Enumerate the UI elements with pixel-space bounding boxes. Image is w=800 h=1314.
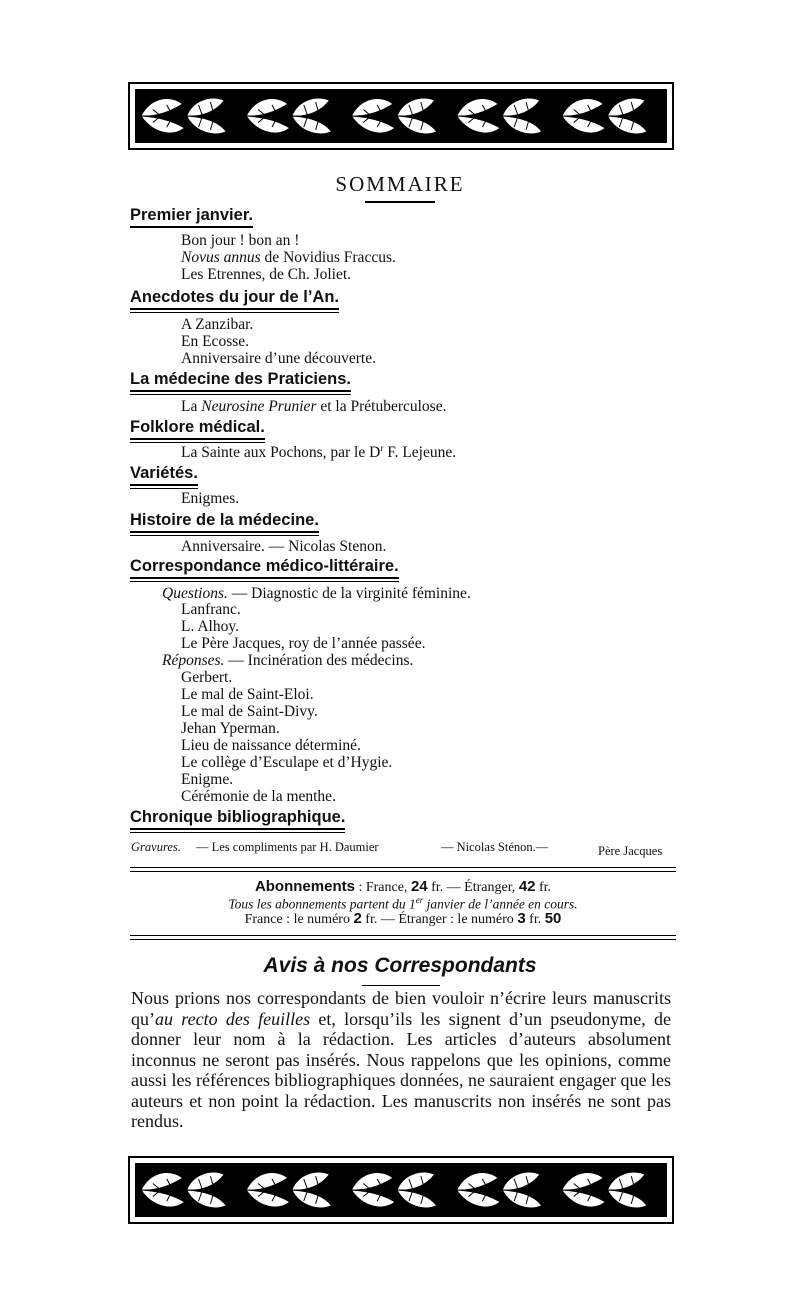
divider (130, 935, 676, 936)
section-heading-varietes: Variétés. (130, 464, 198, 489)
toc-item: Questions. — Diagnostic de la virginité féminine. (162, 585, 471, 602)
top-ornament-band (128, 82, 674, 150)
toc-item: Gerbert. (181, 669, 233, 686)
toc-item: Les Etrennes, de Ch. Joliet. (181, 266, 352, 283)
toc-item: Novus annus de Novidius Fraccus. (181, 249, 396, 266)
toc-item: Anniversaire. — Nicolas Stenon. (181, 538, 387, 555)
bottom-ornament-band (128, 1156, 674, 1224)
toc-item: Le mal de Saint-Eloi. (181, 686, 314, 703)
section-heading-folklore: Folklore médical. (130, 418, 265, 443)
toc-item: Anniversaire d’une découverte. (181, 350, 376, 367)
toc-item: La Neurosine Prunier et la Prétuberculose. (181, 398, 447, 415)
leaf-ornament-icon (137, 1165, 665, 1215)
page-title: SOMMAIRE (335, 172, 465, 196)
abonnements-line-3: France : le numéro 2 fr. — Étranger : le numéro 3 fr. 50 (244, 910, 562, 927)
section-heading-premier-janvier: Premier janvier. (130, 206, 253, 228)
toc-item: Réponses. — Incinération des médecins. (162, 652, 414, 669)
leaf-ornament-icon (137, 91, 665, 141)
section-heading-anecdotes: Anecdotes du jour de l’An. (130, 288, 339, 313)
section-heading-histoire: Histoire de la médecine. (130, 511, 319, 536)
title-underline (365, 201, 435, 203)
toc-item: Le collège d’Esculape et d’Hygie. (181, 754, 393, 771)
page: SOMMAIRE Premier janvier. Bon jour ! bon an ! Novus annus de Novidius Fraccus. Les Etrennes, de Ch. Joliet. Anecdotes du jour de l’An. A Zanzibar. En Ecosse. Anniversaire d’une découverte. La médecine des Praticiens. La Neurosine Prunier et la Prétuberculose. Folklore médical. La Sainte aux Pochons, par le $D^r$ F. Lejeune. Variétés. Enigmes. Histoire de la médecine. Anniversaire. — Nicolas Stenon. Correspondance médico-littéraire. Questions. — Diagnostic de la virginité féminine. Lanfranc. L. Alhoy. Le Père Jacques, roy de l’année passée. Réponses. — Incinération des médecins. Gerbert. Le mal de Saint-Eloi. Le mal de Saint-Divy. Jehan Yperman. Lieu de naissance déterminé. Le collège d’Esculape et d’Hygie. Enigme. Cérémonie de la menthe. Chronique bibliographique. Gravures. — Les compliments par H. Daumier — Nicolas Sténon.— Père Jacques Abonnements : France, 24 fr. — Étranger, 42 fr. Tous les abonnements partent du 1er janvier de l’année en cours. France : le numéro 2 fr. — Étranger : le numéro 3 fr. 50 Avis à nos Correspondants Nous prions nos correspondants de bien vouloir n’écrire leurs manuscrits qu’au recto des feuilles et, lorsqu’ils les signent d’un pseudonyme, de donner leur nom à la rédaction. Les articles d’auteurs absolument inconnus ne seront pas insérés. Nous rappelons que les opinions, comme aussi les références bibliographiques données, ne sauraient engager que les auteurs et non point la rédaction. Les manuscrits non insérés ne sont pas rendus. (0, 0, 800, 1314)
abonnements-line-2: Tous les abonnements partent du 1er janvier de l’année en cours. (228, 895, 578, 912)
toc-item: L. Alhoy. (181, 618, 239, 635)
section-heading-chronique: Chronique bibliographique. (130, 808, 345, 833)
toc-item: Bon jour ! bon an ! (181, 232, 300, 249)
toc-item: Cérémonie de la menthe. (181, 788, 336, 805)
avis-title: Avis à nos Correspondants (263, 954, 537, 977)
toc-item: Lieu de naissance déterminé. (181, 737, 361, 754)
abonnements-line-1: Abonnements : France, 24 fr. — Étranger, 42 fr. (254, 878, 552, 895)
toc-item: Lanfranc. (181, 601, 241, 618)
divider (130, 871, 676, 872)
avis-underline (362, 985, 440, 986)
toc-item: Le Père Jacques, roy de l’année passée. (181, 635, 426, 652)
toc-item: A Zanzibar. (181, 316, 254, 333)
toc-item: Enigmes. (181, 490, 240, 507)
avis-paragraph: Nous prions nos correspondants de bien vouloir n’écrire leurs manuscrits qu’au recto des feuilles et, lorsqu’ils les signent d’un pseudonyme, de donner leur nom à la rédaction. Les articles d’auteurs absolument inconnus ne seront pas insérés. Nous rappelons que les opinions, comme aussi les références bibliographiques données, ne sauraient engager que les auteurs et non point la rédaction. Les manuscrits non insérés ne sont pas rendus. (131, 988, 671, 1131)
toc-item: Enigme. (181, 771, 234, 788)
section-heading-praticiens: La médecine des Praticiens. (130, 370, 351, 395)
divider (130, 867, 676, 868)
toc-item: Le mal de Saint-Divy. (181, 703, 318, 720)
section-heading-correspondance: Correspondance médico-littéraire. (130, 557, 399, 582)
toc-item: Jehan Yperman. (181, 720, 280, 737)
toc-item: En Ecosse. (181, 333, 250, 350)
toc-item: La Sainte aux Pochons, par le $D^r$ F. Lejeune. (181, 443, 457, 462)
divider (130, 939, 676, 940)
